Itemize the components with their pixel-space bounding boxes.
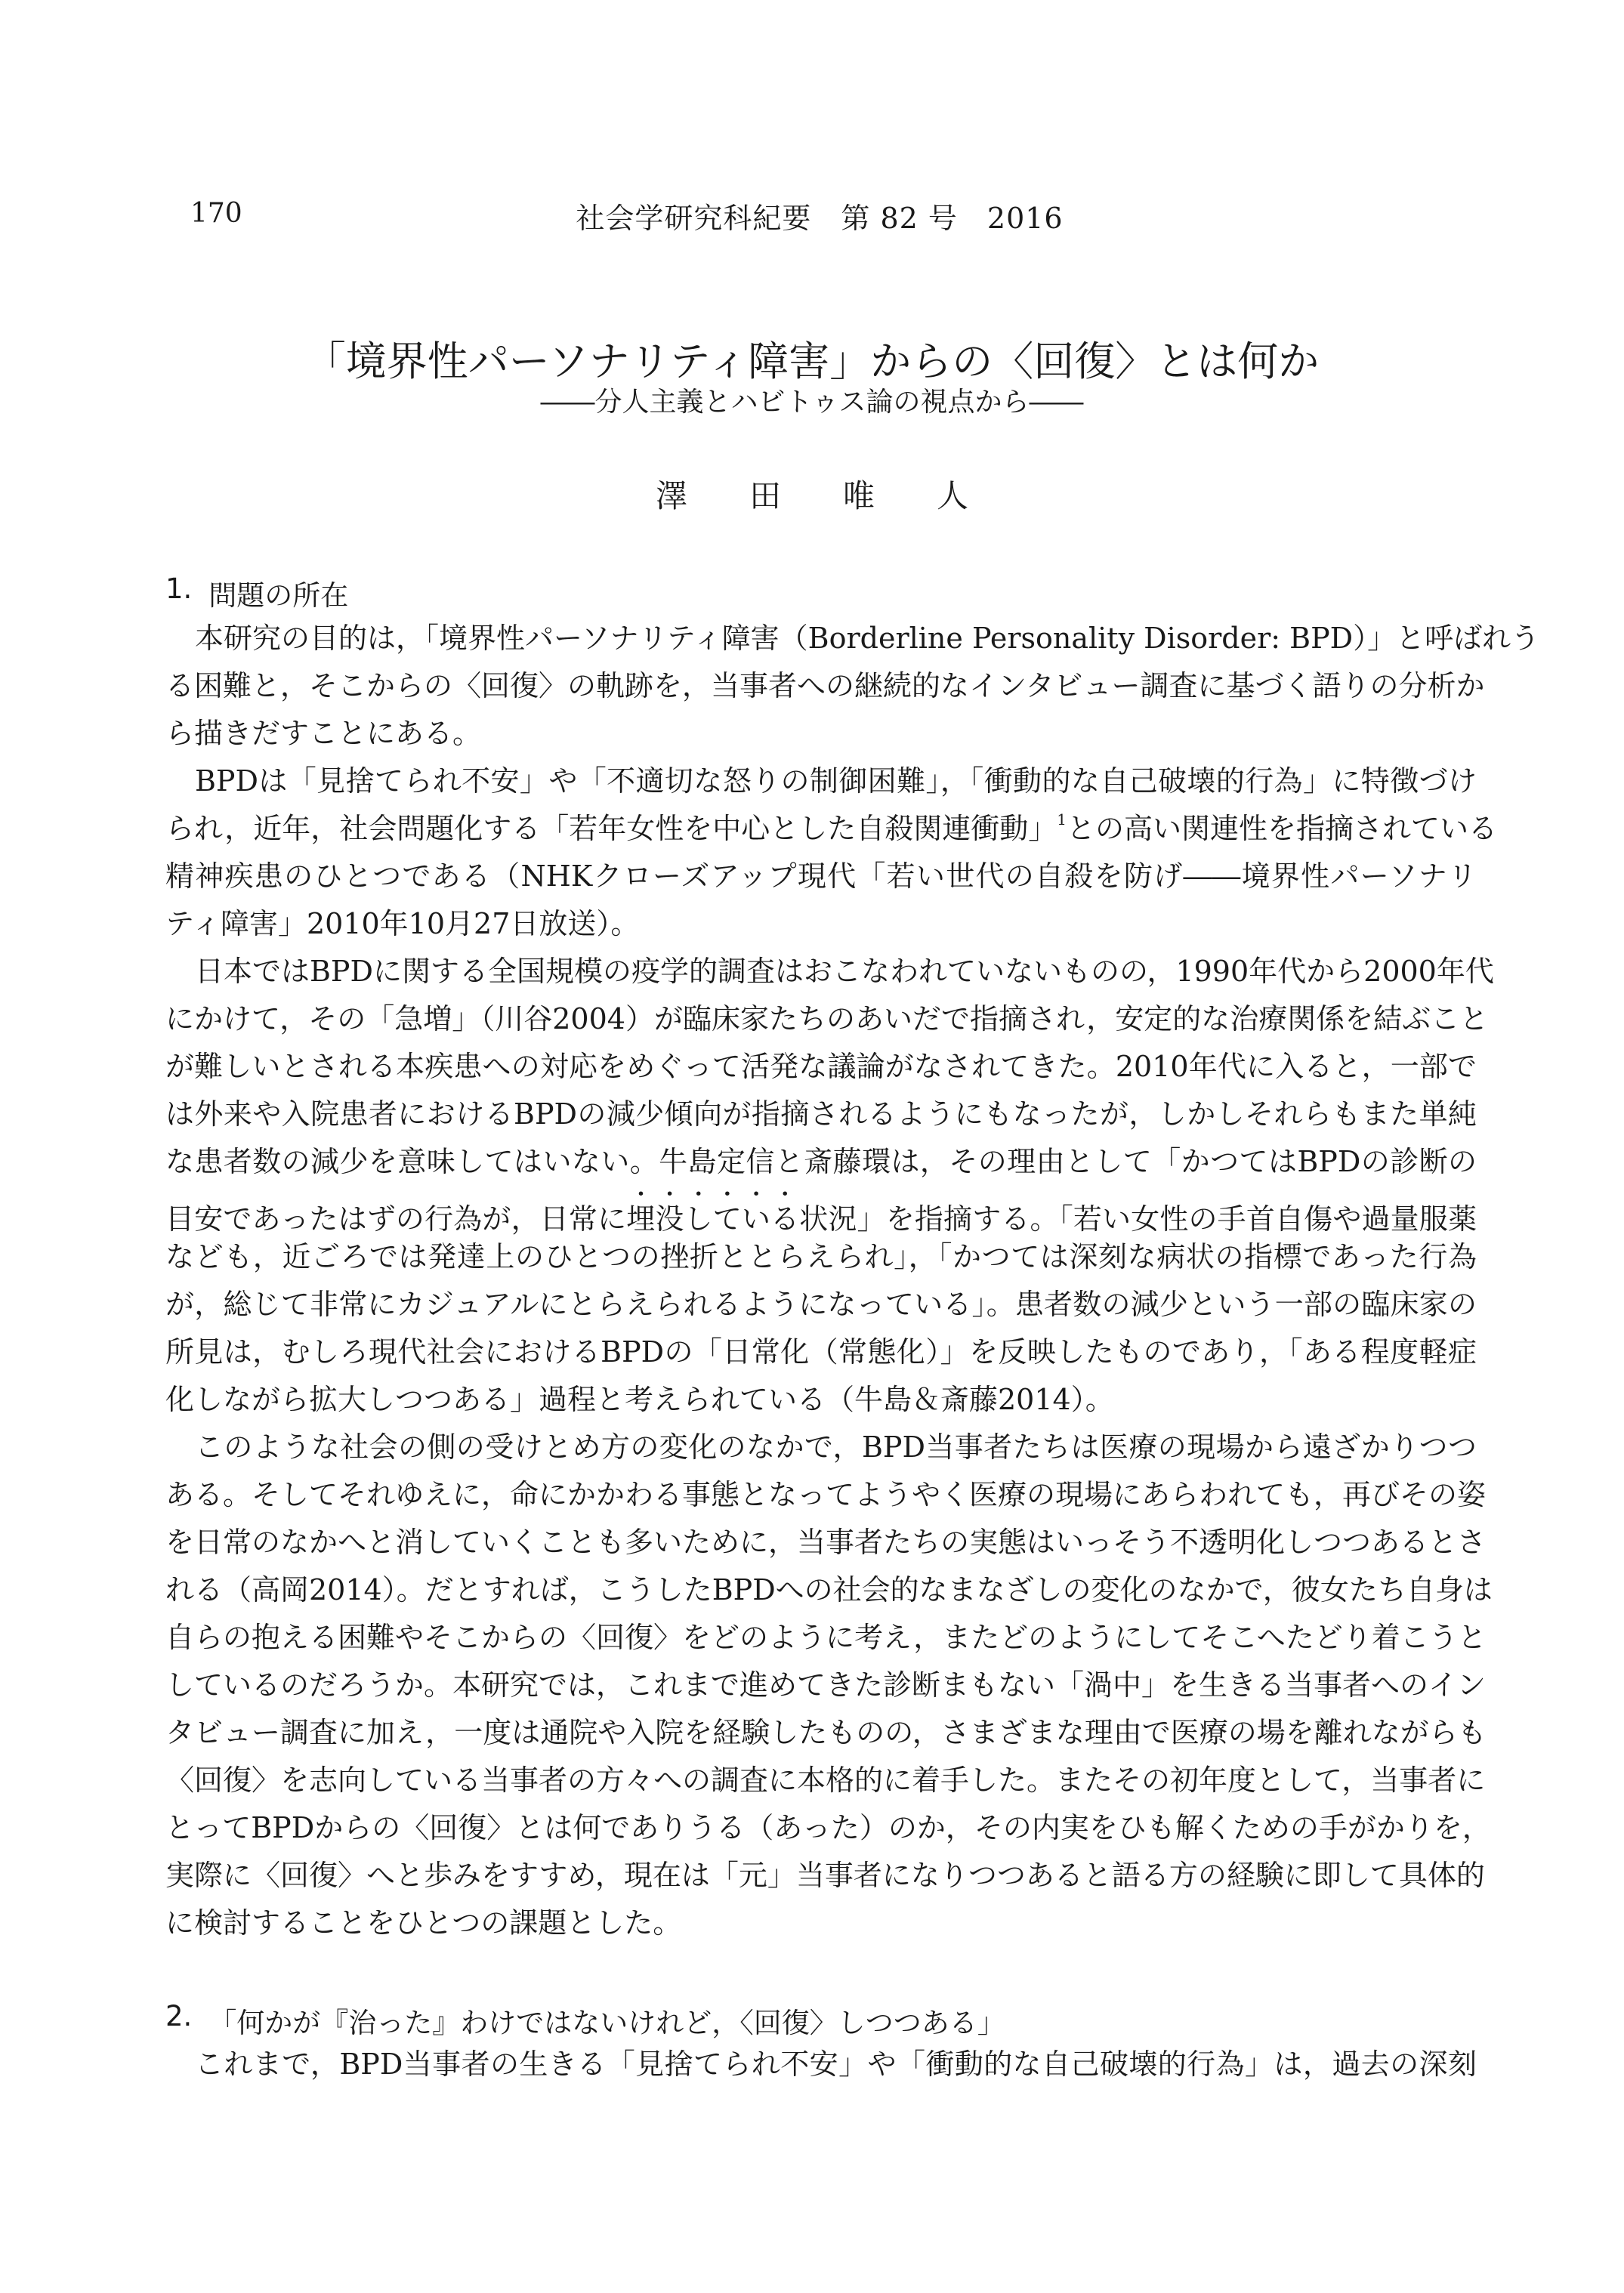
section-1-body xyxy=(165,615,1540,1947)
text-line xyxy=(165,710,1477,758)
section-title: 「何かが『治った』わけではないけれど，〈回復〉しつつある」 xyxy=(208,2007,1005,2039)
section-number: 1. xyxy=(165,572,193,605)
text-line xyxy=(165,1709,1487,1757)
text-segment: ティ障害」2010年10月27日放送）。 xyxy=(165,907,640,940)
running-header: 社会学研究科紀要 第 82 号 2016 xyxy=(576,202,1064,235)
text-segment: 本研究の目的は，「境界性パーソナリティ障害（Borderline Personality Disorder: BPD）」と呼ばれう xyxy=(195,622,1540,655)
paragraph xyxy=(165,758,1498,948)
text-segment: BPDは「見捨てられ不安」や「不適切な怒りの制御困難」，「衝動的な自己破壊的行為」に特徴づけ xyxy=(195,764,1477,798)
text-line xyxy=(165,1043,1477,1091)
section-heading-1 xyxy=(165,572,348,613)
text-line xyxy=(165,1900,1477,1947)
text-segment: とってBPDからの〈回復〉とは何でありうる（あった）のか，その内実をひも解くための手がかりを， xyxy=(165,1811,1491,1844)
author-char: 唯 xyxy=(843,477,875,514)
text-line xyxy=(165,1376,1477,1424)
author-char: 田 xyxy=(749,477,781,514)
text-line xyxy=(165,1186,1477,1236)
footnote-marker[interactable]: 1 xyxy=(1057,810,1067,829)
text-line xyxy=(165,1662,1487,1709)
text-segment: 状況」を指摘する。「若い女性の手首自傷や過量服薬 xyxy=(799,1202,1477,1236)
text-segment: しているのだろうか。本研究では，これまで進めてきた診断まもない「渦中」を生きる当事者へのイン xyxy=(165,1668,1487,1702)
text-segment: る困難と，そこからの〈回復〉の軌跡を，当事者への継続的なインタビュー調査に基づく語りの分析か xyxy=(165,669,1485,702)
text-segment: が難しいとされる本疾患への対応をめぐって活発な議論がなされてきた。2010年代に入ると，一部で xyxy=(165,1050,1477,1083)
text-segment: を日常のなかへと消していくことも多いために，当事者たちの実態はいっそう不透明化しつつあるとさ xyxy=(165,1526,1487,1559)
author-char: 澤 xyxy=(655,477,687,514)
text-segment: なども，近ごろでは発達上のひとつの挫折ととらえられ」，「かつては深刻な病状の指標であった行為 xyxy=(165,1240,1477,1273)
text-segment: 所見は，むしろ現代社会におけるBPDの「日常化（常態化）」を反映したものであり，「ある程度軽症 xyxy=(165,1335,1477,1369)
text-segment: これまで，BPD当事者の生きる「見捨てられ不安」や「衝動的な自己破壊的行為」は，過去の深刻 xyxy=(195,2048,1477,2081)
text-line xyxy=(165,1804,1491,1852)
text-line xyxy=(165,1757,1486,1804)
article-title: 「境界性パーソナリティ障害」からの〈回復〉とは何か xyxy=(304,338,1320,385)
paragraph xyxy=(165,615,1540,758)
text-line xyxy=(165,1091,1477,1138)
text-segment: タビュー調査に加え，一度は通院や入院を経験したものの，さまざまな理由で医療の場を離れながらも xyxy=(165,1716,1487,1749)
text-line xyxy=(165,615,1540,662)
emphasized-text: 埋没している xyxy=(626,1202,800,1236)
text-segment: が，総じて非常にカジュアルにとらえられるようになっている」。患者数の減少という一部の臨床家の xyxy=(165,1288,1477,1321)
text-line xyxy=(165,1281,1477,1329)
text-line xyxy=(165,1233,1477,1281)
text-line xyxy=(165,1329,1477,1376)
author-name xyxy=(0,471,1624,517)
text-segment: 化しながら拡大しつつある」過程と考えられている（牛島＆斎藤2014）。 xyxy=(165,1383,1114,1416)
text-segment: ら描きだすことにある。 xyxy=(165,717,482,750)
text-line xyxy=(165,1852,1485,1900)
text-segment: 〈回復〉を志向している当事者の方々への調査に本格的に着手した。またその初年度として，当事者に xyxy=(165,1764,1486,1797)
text-segment: との高い関連性を指摘されている xyxy=(1067,812,1498,845)
text-segment: な患者数の減少を意味してはいない。牛島定信と斎藤環は，その理由として「かつてはBPDの診断の xyxy=(165,1145,1477,1178)
paragraph xyxy=(165,1424,1493,1947)
text-line xyxy=(165,662,1485,710)
section-2-body xyxy=(165,2041,1477,2088)
text-segment: れる（高岡2014）。だとすれば，こうしたBPDへの社会的なまなざしの変化のなかで，彼女たち自身は xyxy=(165,1573,1493,1606)
section-heading-2 xyxy=(165,2000,1005,2041)
paragraph xyxy=(165,2041,1477,2088)
text-segment: このような社会の側の受けとめ方の変化のなかで，BPD当事者たちは医療の現場から遠ざかりつつ xyxy=(195,1430,1477,1464)
text-line xyxy=(165,805,1498,853)
text-line xyxy=(165,853,1477,900)
text-line xyxy=(165,900,1477,948)
text-line xyxy=(165,1424,1477,1471)
author-char: 人 xyxy=(937,477,969,514)
text-line xyxy=(165,1566,1493,1614)
text-segment: 日本ではBPDに関する全国規模の疫学的調査はおこなわれていないものの，1990年代から2000年代 xyxy=(195,955,1494,988)
article-subtitle: ――分人主義とハビトゥス論の視点から―― xyxy=(540,387,1084,418)
text-segment: に検討することをひとつの課題とした。 xyxy=(165,1906,682,1940)
text-segment: 目安であったはずの行為が，日常に xyxy=(165,1202,627,1236)
text-line xyxy=(165,758,1477,805)
paragraph xyxy=(165,948,1494,1424)
text-segment: 実際に〈回復〉へと歩みをすすめ，現在は「元」当事者になりつつあると語る方の経験に即して具体的 xyxy=(165,1859,1485,1892)
text-line xyxy=(165,2041,1477,2088)
text-line xyxy=(165,995,1489,1043)
text-segment: 精神疾患のひとつである（NHKクローズアップ現代「若い世代の自殺を防げ――境界性パーソナリ xyxy=(165,859,1477,893)
section-number: 2. xyxy=(165,2000,193,2032)
text-line xyxy=(165,948,1494,995)
text-line xyxy=(165,1138,1477,1186)
section-title: 問題の所在 xyxy=(208,579,349,612)
text-segment: ある。そしてそれゆえに，命にかかわる事態となってようやく医療の現場にあらわれても，再びその姿 xyxy=(165,1478,1487,1511)
page-number: 170 xyxy=(190,198,242,229)
text-segment: は外来や入院患者におけるBPDの減少傾向が指摘されるようにもなったが，しかしそれらもまた単純 xyxy=(165,1097,1477,1131)
text-segment: られ，近年，社会問題化する「若年女性を中心とした自殺関連衝動」 xyxy=(165,812,1057,845)
text-line xyxy=(165,1519,1487,1566)
text-segment: にかけて，その「急増」（川谷2004）が臨床家たちのあいだで指摘され，安定的な治療関係を結ぶこと xyxy=(165,1002,1489,1035)
text-line xyxy=(165,1471,1487,1519)
text-segment: 自らの抱える困難やそこからの〈回復〉をどのように考え，またどのようにしてそこへたどり着こうと xyxy=(165,1621,1487,1654)
text-line xyxy=(165,1614,1487,1662)
